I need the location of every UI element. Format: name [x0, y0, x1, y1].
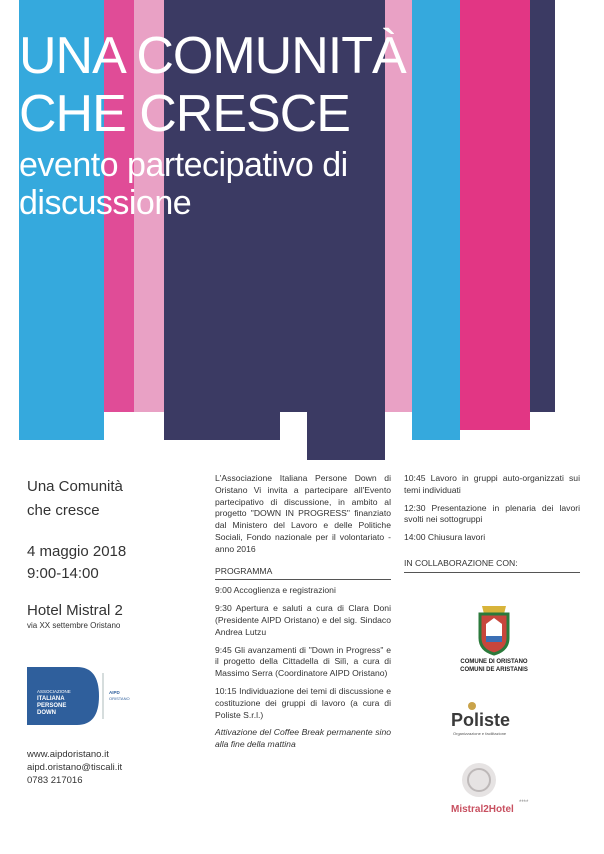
program-item: 9:30 Apertura e saluti a cura di Clara Doni (Presidente AIPD Oristano) e del sig. Sindaco Andrea Lutzu	[215, 603, 391, 637]
program-item: 14:00 Chiusura lavori	[404, 532, 486, 543]
event-when	[27, 541, 187, 585]
aipd-logo-line: ITALIANA	[37, 696, 65, 702]
mistral2-hotel-logo	[449, 760, 539, 820]
divider	[404, 572, 580, 573]
aipd-logo-line: PERSONE	[37, 703, 67, 709]
comune-oristano-logo	[434, 600, 554, 680]
event-address: via XX settembre Oristano	[27, 621, 121, 630]
comune-name: COMUNE DI ORISTANO	[460, 659, 528, 665]
phone-number: 0783 217016	[27, 775, 83, 786]
stripe-blue	[412, 0, 460, 440]
program-item: 10:45 Lavoro in gruppi auto-organizzati sui temi individuati	[404, 473, 580, 495]
poliste-logo	[449, 700, 529, 740]
aipd-logo-line: DOWN	[37, 710, 56, 716]
poliste-tagline: Organizzazione e facilitazione	[453, 731, 507, 736]
contacts	[27, 748, 122, 787]
program-column-2	[404, 473, 580, 578]
intro-text: L'Associazione Italiana Persone Down di Oristano Vi invita a partecipare all'Evento partecipativo di discussione, in ambito al progetto "DOWN IN PROGRESS" finanziato dal Ministero del Lavoro e delle Politiche Sociali, Fondo nazionale per il volontariato - anno 2016	[215, 473, 391, 554]
program-item: 10:15 Individuazione dei temi di discussione e costituzione dei gruppi di lavoro (a cura di Poliste S.r.l.)	[215, 685, 391, 720]
event-title	[27, 475, 187, 523]
stripe-magenta	[460, 0, 530, 430]
poliste-name: Poliste	[451, 710, 511, 730]
aipd-logo-line: ASSOCIAZIONE	[37, 689, 71, 694]
event-title-line-2: che cresce	[27, 502, 100, 519]
event-date: 4 maggio 2018	[27, 543, 127, 560]
mistral-name: Mistral2Hotel	[451, 804, 514, 815]
aipd-logo-side: AIPD	[109, 690, 120, 695]
coffee-break-note: Attivazione del Coffee Break permanente sino alla fine della mattina	[215, 727, 391, 750]
email-link[interactable]: aipd.oristano@tiscali.it	[27, 762, 123, 773]
program-item: 9:00 Accoglienza e registrazioni	[215, 585, 336, 596]
program-column	[215, 473, 391, 757]
program-title: PROGRAMMA	[215, 565, 273, 576]
collaboration-title: IN COLLABORAZIONE CON:	[404, 557, 518, 568]
subheadline-line-1: evento partecipativo di	[19, 146, 348, 184]
aipd-logo	[27, 667, 147, 725]
website-link[interactable]: www.aipdoristano.it	[27, 749, 109, 760]
mistral-stars: ****	[519, 800, 529, 806]
aipd-logo-side: ORISTANO	[109, 696, 130, 701]
event-venue: Hotel Mistral 2	[27, 602, 123, 619]
event-title-line-1: Una Comunità	[27, 478, 123, 495]
comune-name-sardinian: COMUNI DE ARISTANIS	[460, 667, 528, 673]
stripe-navy	[530, 0, 555, 412]
headline-line-1: UNA COMUNITÀ	[19, 27, 406, 85]
subheadline-line-2: discussione	[19, 184, 192, 222]
program-item: 9:45 Gli avanzamenti di "Down in Progress" e il progetto della Cittadella di Silì, a cura di Massimo Serra (Coordinatore AIPD Oristano)	[215, 644, 391, 679]
program-item: 12:30 Presentazione in plenaria dei lavori svolti nei sottogruppi	[404, 502, 580, 525]
event-info	[27, 475, 187, 631]
event-time: 9:00-14:00	[27, 565, 99, 582]
headline-line-2: CHE CRESCE	[19, 85, 350, 143]
headline	[19, 27, 406, 222]
divider	[215, 579, 391, 580]
